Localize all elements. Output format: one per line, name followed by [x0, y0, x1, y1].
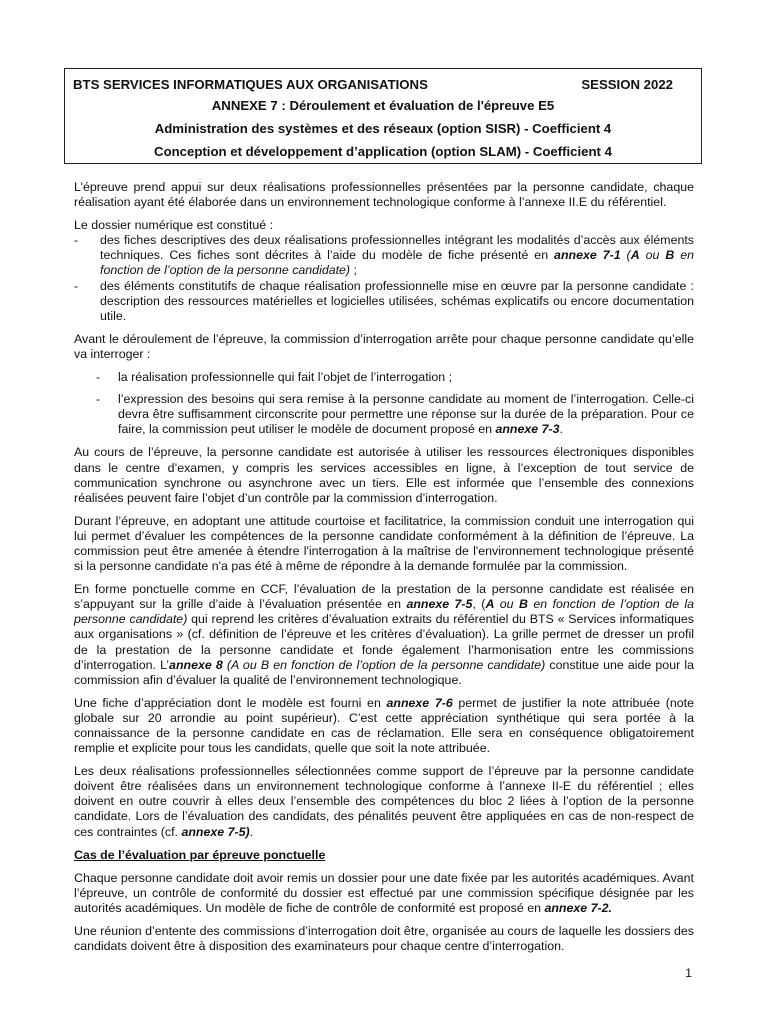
- avant-list: [74, 370, 694, 437]
- fiche-text-cont: permet de justifier la note attribuée (note globale sur 20 arrondie au point supérieur). C’est cette appréciation synthétique qui sera portée à la connaissance de la personne candidate en cas de réclamation. Elle sera en conséquence obligatoirement remplie et explicite pour tous les candidats, quelle que soit la note attribuée.: [74, 695, 694, 756]
- dossier-item1-or: ou: [639, 248, 666, 263]
- durant-paragraph: Durant l’épreuve, en adoptant une attitude courtoise et facilitatrice, la commission conduit une interrogation qui lui permet d’évaluer les compétences de la personne candidate conformément à la définition de l’épreuve. La commission peut être amenée à étendre l'interrogation à la maîtrise de l'environnement technologique présenté si la personne candidate n'a pas été à même de répondre à la demande formulée par la commission.: [74, 513, 694, 574]
- list-item: [74, 370, 694, 385]
- ccf-or: ou: [494, 597, 519, 612]
- annex-reference: annexe 7-6: [386, 695, 453, 710]
- avant-item1-text: la réalisation professionnelle qui fait l’objet de l’interrogation ;: [118, 370, 453, 385]
- list-bullet: -: [96, 392, 101, 407]
- deux-text-end: .: [249, 824, 254, 839]
- option-a-ref: A: [630, 248, 640, 263]
- list-bullet: -: [96, 370, 101, 385]
- header-option-slam: Conception et développement d’application (option SLAM) - Coefficient 4: [154, 144, 612, 159]
- ccf-paren: , (: [472, 597, 486, 612]
- fiche-text: Une fiche d’appréciation dont le modèle est fourni en: [74, 695, 387, 710]
- dossier-item1-option-note: en fonction de l’option de la personne candidate): [100, 248, 694, 278]
- avant-lead: Avant le déroulement de l’épreuve, la commission d’interrogation arrête pour chaque personne candidate qu’elle va interroger :: [74, 331, 694, 361]
- ccf-paragraph: [74, 582, 694, 688]
- chaque-text: Chaque personne candidate doit avoir remis un dossier pour une date fixée par les autorités académiques. Avant l’épreuve, un contrôle de conformité du dossier est effectué par une commission spécifique désignée par les autorités académiques. Un modèle de fiche de contrôle de conformité est proposé en: [74, 870, 694, 915]
- list-bullet: -: [74, 233, 79, 248]
- ccf-text: En forme ponctuelle comme en CCF, l’évaluation de la prestation de la personne candidate est réalisée en s’appuyant sur la grille d’aide à l’évaluation présentée en: [74, 582, 694, 612]
- option-a-ref: A: [485, 597, 495, 612]
- header-title: BTS SERVICES INFORMATIQUES AUX ORGANISATIONS: [73, 77, 428, 92]
- header-annex-title: ANNEXE 7 : Déroulement et évaluation de l'épreuve E5: [211, 98, 555, 113]
- annex-reference: annexe 7-1: [554, 248, 621, 263]
- dossier-item1-text: des fiches descriptives des deux réalisations professionnelles intégrant les modalités d’accès aux éléments techniques. Ces fiches sont décrites à l’aide du modèle de fiche présenté en: [100, 233, 694, 263]
- reunion-paragraph: Une réunion d’entente des commissions d’interrogation doit être, organisée au cours de laquelle les dossiers des candidats doivent être à disposition des examinateurs pour chaque centre d’interrogation.: [74, 924, 694, 954]
- option-b-ref: B: [518, 597, 528, 612]
- dossier-item1-end: ;: [350, 263, 357, 278]
- list-item: [74, 233, 694, 278]
- option-b-ref: B: [665, 248, 675, 263]
- fiche-paragraph: [74, 696, 694, 756]
- dossier-lead: Le dossier numérique est constitué :: [74, 218, 274, 233]
- ccf-text-end: constitue une aide pour la commission afin d’évaluer la qualité de l’environnement technologique.: [74, 657, 694, 687]
- header-option-sisr: Administration des systèmes et des réseaux (option SISR) - Coefficient 4: [154, 121, 612, 136]
- header-row: [73, 77, 673, 92]
- document-body: [74, 180, 694, 962]
- dossier-item2-text: des éléments constitutifs de chaque réalisation professionnelle mise en œuvre par la personne candidate : description des ressources matérielles et logicielles utilisées, schémas explicatifs ou encore documentation utile.: [100, 278, 694, 323]
- section-title: Cas de l’évaluation par épreuve ponctuelle: [74, 847, 326, 862]
- list-bullet: -: [74, 278, 79, 293]
- intro-paragraph: L’épreuve prend appui sur deux réalisations professionnelles présentées par la personne candidate, chaque réalisation ayant été élaborée dans un environnement technologique conforme à l’annexe II.E du référentiel.: [74, 180, 694, 210]
- dossier-item1-paren: (: [620, 248, 631, 263]
- list-item: [74, 279, 694, 324]
- deux-paragraph: [74, 764, 694, 839]
- avant-item2-end: .: [559, 422, 563, 437]
- annex-reference: annexe 8: [169, 657, 223, 672]
- chaque-paragraph: [74, 871, 694, 916]
- ccf-text-cont: qui reprend les critères d’évaluation extraits du référentiel du BTS « Services informatiques aux organisations » (cf. définition de l’épreuve et les critères d’évaluation). La grille permet de dresser un profil de la prestation de la personne candidate et fonde également l’harmonisation entre les commissions d’interrogation. L’: [74, 612, 694, 672]
- ccf-option-note-2: (A ou B en fonction de l’option de la personne candidate): [222, 657, 546, 672]
- annex-reference: annexe 7-2.: [544, 900, 612, 915]
- ccf-option-note: en fonction de l’option de la personne candidate): [74, 597, 695, 627]
- annex-reference: annexe 7-3: [495, 422, 560, 437]
- annex-reference: annexe 7-5: [406, 597, 473, 612]
- header-box: [64, 68, 702, 164]
- annex-reference: annexe 7-5): [181, 824, 250, 839]
- deux-text: Les deux réalisations professionnelles sélectionnées comme support de l’épreuve par la personne candidate doivent être réalisées dans un environnement technologique conforme à l’annexe II-E du référentiel ; elles doivent en outre couvrir à elles deux l’ensemble des compétences du bloc 2 liées à l’option de la personne candidate. Lors de l’évaluation des candidats, des pénalités peuvent être appliquées en cas de non-respect de ces contraintes (cf.: [74, 764, 694, 839]
- header-session: SESSION 2022: [581, 77, 673, 92]
- dossier-list: [74, 233, 694, 324]
- list-item: [74, 392, 694, 437]
- page-number: 1: [685, 966, 692, 980]
- cours-paragraph: Au cours de l’épreuve, la personne candidate est autorisée à utiliser les ressources électroniques disponibles dans le centre d’examen, y compris les services accessibles en ligne, à l’exception de tout service de communication synchrone ou asynchrone avec un tiers. Elle est informée que l’ensemble des connexions réalisées peuvent faire l’objet d’un contrôle par la commission d’interrogation.: [74, 445, 694, 505]
- avant-item2-text: l’expression des besoins qui sera remise à la personne candidate au moment de l’interrogation. Celle-ci devra être suffisamment circonscrite pour permettre une réponse sur la durée de la préparation. Pour ce faire, la commission peut utiliser le modèle de document proposé en: [118, 392, 694, 437]
